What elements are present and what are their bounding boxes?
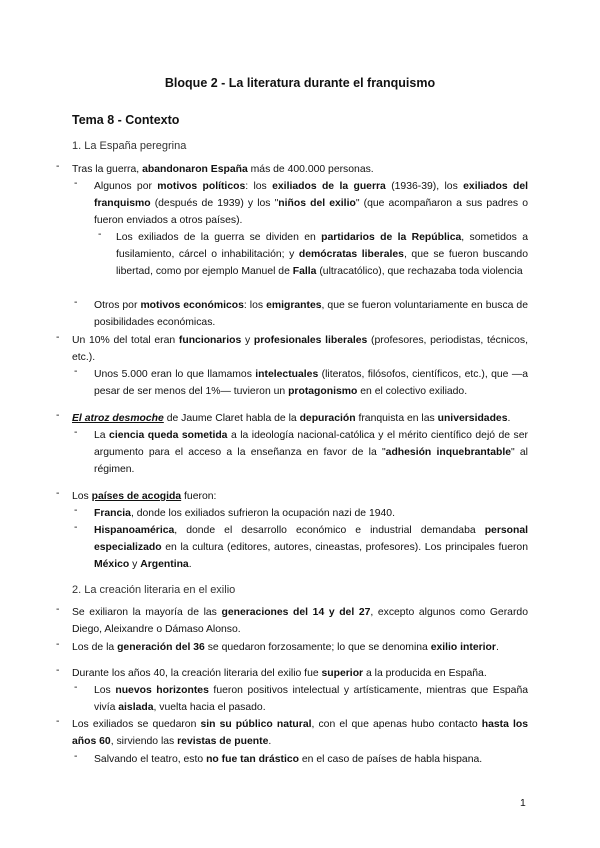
dash-marker: - xyxy=(74,427,78,438)
list-item: Tras la guerra, abandonaron España más de 400.000 personas. xyxy=(72,164,374,175)
dash-marker: - xyxy=(56,716,60,727)
dash-marker: - xyxy=(98,229,102,240)
dash-marker: - xyxy=(56,161,60,172)
page-number: 1 xyxy=(520,798,526,809)
list-item: Se exiliaron la mayoría de las generaciones del 14 y del 27, excepto algunos como Gerardo Diego, Aleixandre o Dámaso Alonso. xyxy=(72,607,528,635)
dash-marker: - xyxy=(56,665,60,676)
dash-marker: - xyxy=(74,751,78,762)
section-heading-2: 2. La creación literaria en el exilio xyxy=(72,584,236,596)
dash-marker: - xyxy=(56,488,60,499)
dash-marker: - xyxy=(56,410,60,421)
list-item: Los exiliados de la guerra se dividen en partidarios de la República, sometidos a fusilamiento, cárcel o inhabilitación; y demócratas liberales, que se fueron buscando libertad, como por ejemplo Manuel de Falla (ultracatólico), que rechazaba toda violencia xyxy=(116,232,528,277)
dash-marker: - xyxy=(56,639,60,650)
page-title: Bloque 2 - La literatura durante el franquismo xyxy=(164,76,436,90)
dash-marker: - xyxy=(74,522,78,533)
dash-marker: - xyxy=(56,604,60,615)
dash-marker: - xyxy=(56,332,60,343)
list-item: Un 10% del total eran funcionarios y profesionales liberales (profesores, periodistas, técnicos, etc.). xyxy=(72,335,528,363)
list-item: Los de la generación del 36 se quedaron forzosamente; lo que se denomina exilio interior. xyxy=(72,642,499,653)
list-item: Durante los años 40, la creación literaria del exilio fue superior a la producida en España. xyxy=(72,668,487,679)
list-item: Los nuevos horizontes fueron positivos intelectual y artísticamente, mientras que España vivía aislada, vuelta hacia el pasado. xyxy=(94,685,528,713)
dash-marker: - xyxy=(74,178,78,189)
dash-marker: - xyxy=(74,297,78,308)
list-item: Francia, donde los exiliados sufrieron la ocupación nazi de 1940. xyxy=(94,508,395,519)
section-heading-1: 1. La España peregrina xyxy=(72,140,187,152)
list-item: Salvando el teatro, esto no fue tan drástico en el caso de países de habla hispana. xyxy=(94,754,483,765)
list-item: Los exiliados se quedaron sin su público natural, con el que apenas hubo contacto hasta los años 60, sirviendo las revistas de puente. xyxy=(72,719,529,747)
list-item: Unos 5.000 eran lo que llamamos intelectuales (literatos, filósofos, científicos, etc.), que —a pesar de ser menos del 1%— tuvieron un protagonismo en el colectivo exiliado. xyxy=(94,369,528,397)
list-item: Algunos por motivos políticos: los exiliados de la guerra (1936-39), los exiliados del franquismo (después de 1939) y los "niños del exilio" (que acompañaron a sus padres o fueron enviados a otros países). xyxy=(94,181,529,226)
dash-marker: - xyxy=(74,505,78,516)
list-item: La ciencia queda sometida a la ideología nacional-católica y el mérito científico dejó de ser argumento para el acceso a la enseñanza en favor de la "adhesión inquebrantable" al régimen. xyxy=(94,430,528,475)
list-item: Otros por motivos económicos: los emigrantes, que se fueron voluntariamente en busca de posibilidades económicas. xyxy=(94,300,528,328)
tema-heading: Tema 8 - Contexto xyxy=(72,113,180,127)
list-item: Hispanoamérica, donde el desarrollo económico e industrial demandaba personal especializado en la cultura (editores, autores, cineastas, profesores). Los principales fueron México y Argentina. xyxy=(94,525,528,570)
dash-marker: - xyxy=(74,366,78,377)
list-item: El atroz desmoche de Jaume Claret habla de la depuración franquista en las universidades. xyxy=(72,413,511,424)
dash-marker: - xyxy=(74,682,78,693)
list-item: Los países de acogida fueron: xyxy=(72,491,217,502)
